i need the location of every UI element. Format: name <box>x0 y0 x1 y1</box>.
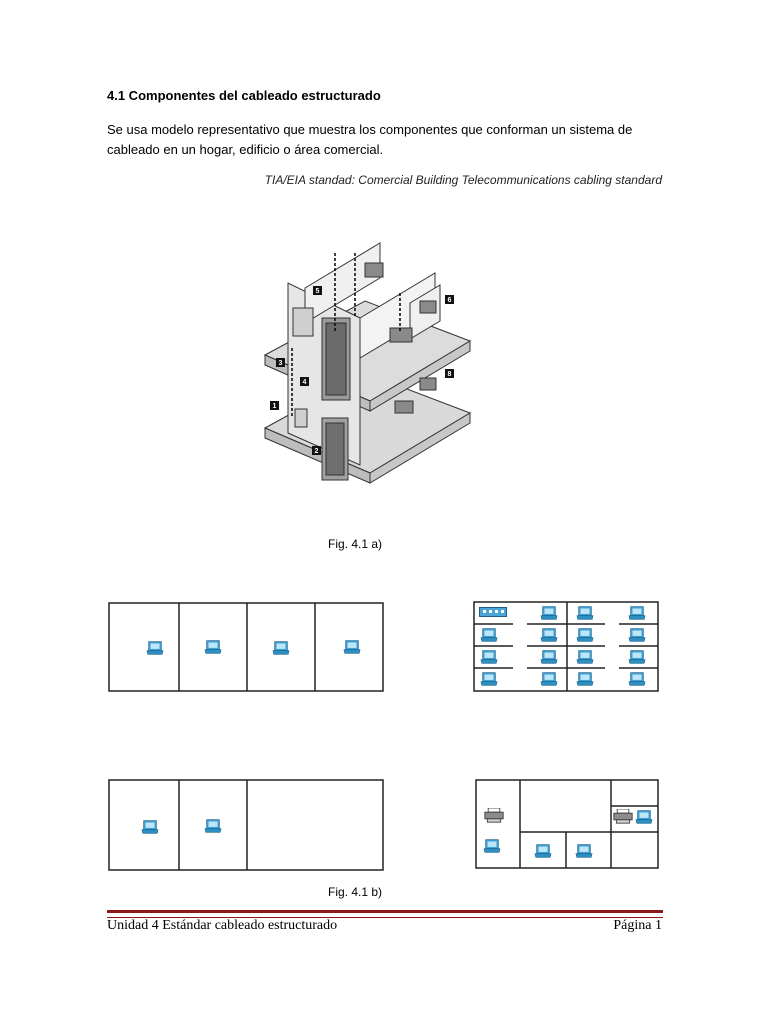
laptop-icon <box>484 840 500 853</box>
building-cabling-illustration <box>260 233 475 495</box>
figure-a-caption: Fig. 4.1 a) <box>328 537 383 551</box>
laptop-icon <box>629 673 645 686</box>
switch-icon <box>480 608 507 617</box>
laptop-icon <box>577 607 593 620</box>
floorplan-mixed-rooms <box>475 779 659 869</box>
section-heading: 4.1 Componentes del cableado estructurado <box>107 88 381 103</box>
callout-8: 8 <box>447 371 452 378</box>
laptop-icon <box>205 820 221 833</box>
laptop-icon <box>629 629 645 642</box>
callout-2: 2 <box>314 448 319 455</box>
printer-icon <box>614 809 632 823</box>
laptop-icon <box>629 651 645 664</box>
laptop-icon <box>344 641 360 654</box>
laptop-icon <box>481 673 497 686</box>
callout-1: 1 <box>272 403 277 410</box>
floorplan-open-offices <box>108 602 384 692</box>
laptop-icon <box>541 629 557 642</box>
callout-5: 5 <box>315 288 320 295</box>
laptop-icon <box>142 821 158 834</box>
laptop-icon <box>541 673 557 686</box>
laptop-icon <box>481 629 497 642</box>
callout-4: 4 <box>302 379 307 386</box>
laptop-icon <box>541 651 557 664</box>
laptop-icon <box>481 651 497 664</box>
laptop-icon <box>577 629 593 642</box>
footer-rule <box>107 910 663 918</box>
figure-b-caption: Fig. 4.1 b) <box>328 885 383 899</box>
intro-paragraph: Se usa modelo representativo que muestra los componentes que conforman un sistema de cableado en un hogar, edificio o área comercial. <box>107 122 633 157</box>
laptop-icon <box>535 845 551 858</box>
printer-icon <box>485 808 503 822</box>
laptop-icon <box>577 651 593 664</box>
floorplan-cubicle-grid <box>473 601 659 692</box>
laptop-icon <box>577 673 593 686</box>
callout-6: 6 <box>447 297 452 304</box>
standard-source: TIA/EIA standad: Comercial Building Telecommunications cabling standard <box>264 173 662 187</box>
laptop-icon <box>147 642 163 655</box>
callout-3: 3 <box>278 360 283 367</box>
laptop-icon <box>541 607 557 620</box>
footer-unit-title: Unidad 4 Estándar cableado estructurado <box>107 918 338 933</box>
laptop-icon <box>273 642 289 655</box>
laptop-icon <box>205 641 221 654</box>
footer-page-number: Página 1 <box>613 918 662 933</box>
floorplan-two-offices <box>108 779 384 871</box>
laptop-icon <box>636 811 652 824</box>
laptop-icon <box>576 845 592 858</box>
laptop-icon <box>629 607 645 620</box>
